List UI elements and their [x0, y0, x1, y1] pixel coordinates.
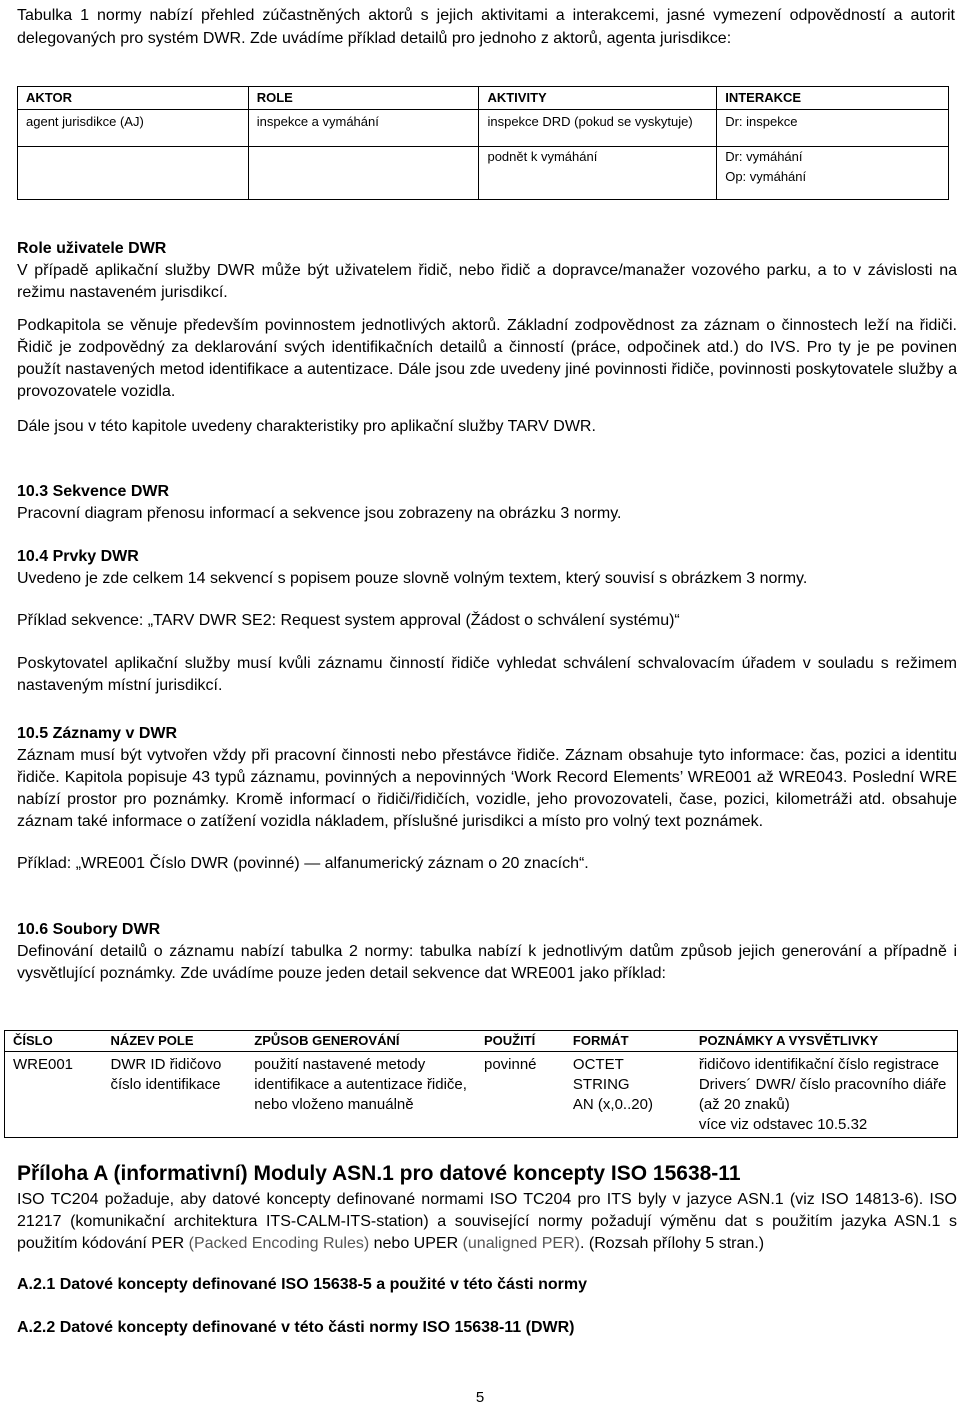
header-activity: AKTIVITY [479, 87, 717, 110]
table-row [18, 110, 949, 147]
cell-activity: inspekce DRD (pokud se vyskytuje) [479, 110, 717, 147]
interaction-line: Dr: vymáhání [725, 149, 803, 164]
section-heading: 10.6 Soubory DWR [17, 921, 161, 938]
appendix-title: Příloha A (informativní) Moduly ASN.1 pro datové koncepty ISO 15638-11 [17, 1162, 741, 1185]
cell-interaction: Dr: inspekce [717, 110, 949, 147]
section-10-4 [17, 546, 957, 697]
section-10-6 [17, 919, 957, 985]
header-role: ROLE [248, 87, 479, 110]
section-heading: 10.4 Prvky DWR [17, 548, 139, 565]
paragraph: Příklad: „WRE001 Číslo DWR (povinné) — alfanumerický záznam o 20 znacích“. [17, 855, 589, 872]
subsection-heading: A.2.2 Datové koncepty definované v této části normy ISO 15638-11 (DWR) [17, 1319, 575, 1336]
cell-actor-empty [18, 147, 249, 200]
cell-actor: agent jurisdikce (AJ) [18, 110, 249, 147]
paragraph: Podkapitola se věnuje především povinnostem jednotlivých aktorů. Základní zodpovědnost za záznam o činnostech leží na řidiči. Řidič je zodpovědný za deklarování svých identifikačních detailů a činností (práce, odpočinek atd.) do IVS. Pro ty je pe povinen použít nastavených metod identifikace a autentizace. Dále jsou zde uvedeny jiné povinnosti řidiče, povinnosti poskytovatele služby a provozovatele vozidla. [17, 317, 957, 400]
data-table [4, 1030, 958, 1138]
interaction-line: Op: vymáhání [725, 169, 807, 184]
header-notes: POZNÁMKY A VYSVĚTLIVKY [691, 1031, 958, 1052]
cell-role-empty [248, 147, 479, 200]
actors-table [17, 86, 949, 200]
cell-interaction [717, 147, 949, 200]
paragraph: Uvedeno je zde celkem 14 sekvencí s popisem pouze slovně volným textem, který souvisí s obrázkem 3 normy. [17, 570, 808, 587]
section-10-3 [17, 481, 957, 525]
appendix-section [17, 1161, 957, 1339]
section-heading: 10.3 Sekvence DWR [17, 483, 170, 500]
text-run: ISO TC204 požaduje, aby datové koncepty definované normami ISO TC204 pro ITS byly v jazyce ASN.1 (viz ISO 14813-6). ISO 21217 (komunikační architektura ITS-CALM-ITS-station) a související normy požadují výměnu dat s použitím jazyka ASN.1 s použitím kódování PER [17, 1191, 957, 1252]
paragraph: Pracovní diagram přenosu informací a sekvence jsou zobrazeny na obrázku 3 normy. [17, 505, 622, 522]
section-heading: Role uživatele DWR [17, 240, 167, 257]
paragraph: Dále jsou v této kapitole uvedeny charakteristiky pro aplikační služby TARV DWR. [17, 418, 596, 435]
paragraph: Poskytovatel aplikační služby musí kvůli záznamu činností řidiče vyhledat schválení schvalovacím úřadem v souladu s režimem nastaveným místní jurisdikcí. [17, 655, 957, 694]
cell-format [565, 1052, 691, 1138]
text-run: (unaligned PER) [462, 1235, 580, 1252]
paragraph: Příklad sekvence: „TARV DWR SE2: Request system approval (Žádost o schválení systému)“ [17, 612, 680, 629]
paragraph: Definování detailů o záznamu nabízí tabulka 2 normy: tabulka nabízí k jednotlivým datům způsob jejich generování a případně i vysvětlující poznámky. Zde uvádíme pouze jeden detail sekvence dat WRE001 jako příklad: [17, 943, 957, 982]
header-field-name: NÁZEV POLE [102, 1031, 246, 1052]
paragraph [17, 1189, 957, 1255]
data-table-header [5, 1031, 958, 1052]
header-format: FORMÁT [565, 1031, 691, 1052]
intro-paragraph: Tabulka 1 normy nabízí přehled zúčastněných aktorů s jejich aktivitami a interakcemi, jasné vymezení odpovědností a autorit delegovaných pro systém DWR. Zde uvádíme příklad detailů pro jednoho z aktorů, agenta jurisdikce: [17, 7, 955, 47]
text-run: (Packed Encoding Rules) [188, 1235, 370, 1252]
header-usage: POUŽITÍ [476, 1031, 565, 1052]
paragraph: V případě aplikační služby DWR může být uživatelem řidič, nebo řidič a dopravce/manažer vozového parku, a to v závislosti na režimu nastaveném jurisdikcí. [17, 262, 957, 301]
page-number: 5 [475, 1389, 485, 1406]
table-row [5, 1052, 958, 1138]
cell-generation: použití nastavené metody identifikace a autentizace řidiče, nebo vloženo manuálně [246, 1052, 476, 1138]
format-line: OCTET STRING [572, 1056, 630, 1093]
header-interaction: INTERAKCE [717, 87, 949, 110]
format-line: AN (x,0..20) [572, 1096, 653, 1113]
actors-table-header [18, 87, 949, 110]
section-heading: 10.5 Záznamy v DWR [17, 725, 178, 742]
header-generation: ZPŮSOB GENEROVÁNÍ [246, 1031, 476, 1052]
cell-number: WRE001 [5, 1052, 103, 1138]
header-actor: AKTOR [18, 87, 249, 110]
notes-line: více viz odstavec 10.5.32 [698, 1116, 868, 1133]
text-run: . (Rozsah přílohy 5 stran.) [579, 1235, 765, 1252]
cell-role: inspekce a vymáhání [248, 110, 479, 147]
table-row [18, 147, 949, 200]
notes-line: řidičovo identifikační číslo registrace Drivers´ DWR/ číslo pracovního diáře (až 20 znaků) [698, 1056, 947, 1113]
text-run: nebo UPER [369, 1235, 463, 1252]
subsection-heading: A.2.1 Datové koncepty definované ISO 15638-5 a použité v této části normy [17, 1276, 587, 1293]
cell-field-name: DWR ID řidičovo číslo identifikace [102, 1052, 246, 1138]
section-10-5 [17, 723, 957, 875]
cell-notes [691, 1052, 958, 1138]
section-roles [17, 238, 957, 438]
cell-usage: povinné [476, 1052, 565, 1138]
header-number: ČÍSLO [5, 1031, 103, 1052]
cell-activity: podnět k vymáhání [479, 147, 717, 200]
paragraph: Záznam musí být vytvořen vždy při pracovní činnosti nebo přestávce řidiče. Záznam obsahuje tyto informace: čas, pozici a identitu řidiče. Kapitola popisuje 43 typů záznamu, povinných a nepovinných ‘Work Record Elements’ WRE001 až WRE043. Poslední WRE nabízí prostor pro poznámky. Kromě informací o řidiči/řidičích, vozidle, jeho provozovateli, čase, pozici, kilometráži atd. obsahuje záznam také informace o zatížení vozidla nákladem, příslušné jurisdikci a místo pro volný text poznámek. [17, 747, 957, 830]
